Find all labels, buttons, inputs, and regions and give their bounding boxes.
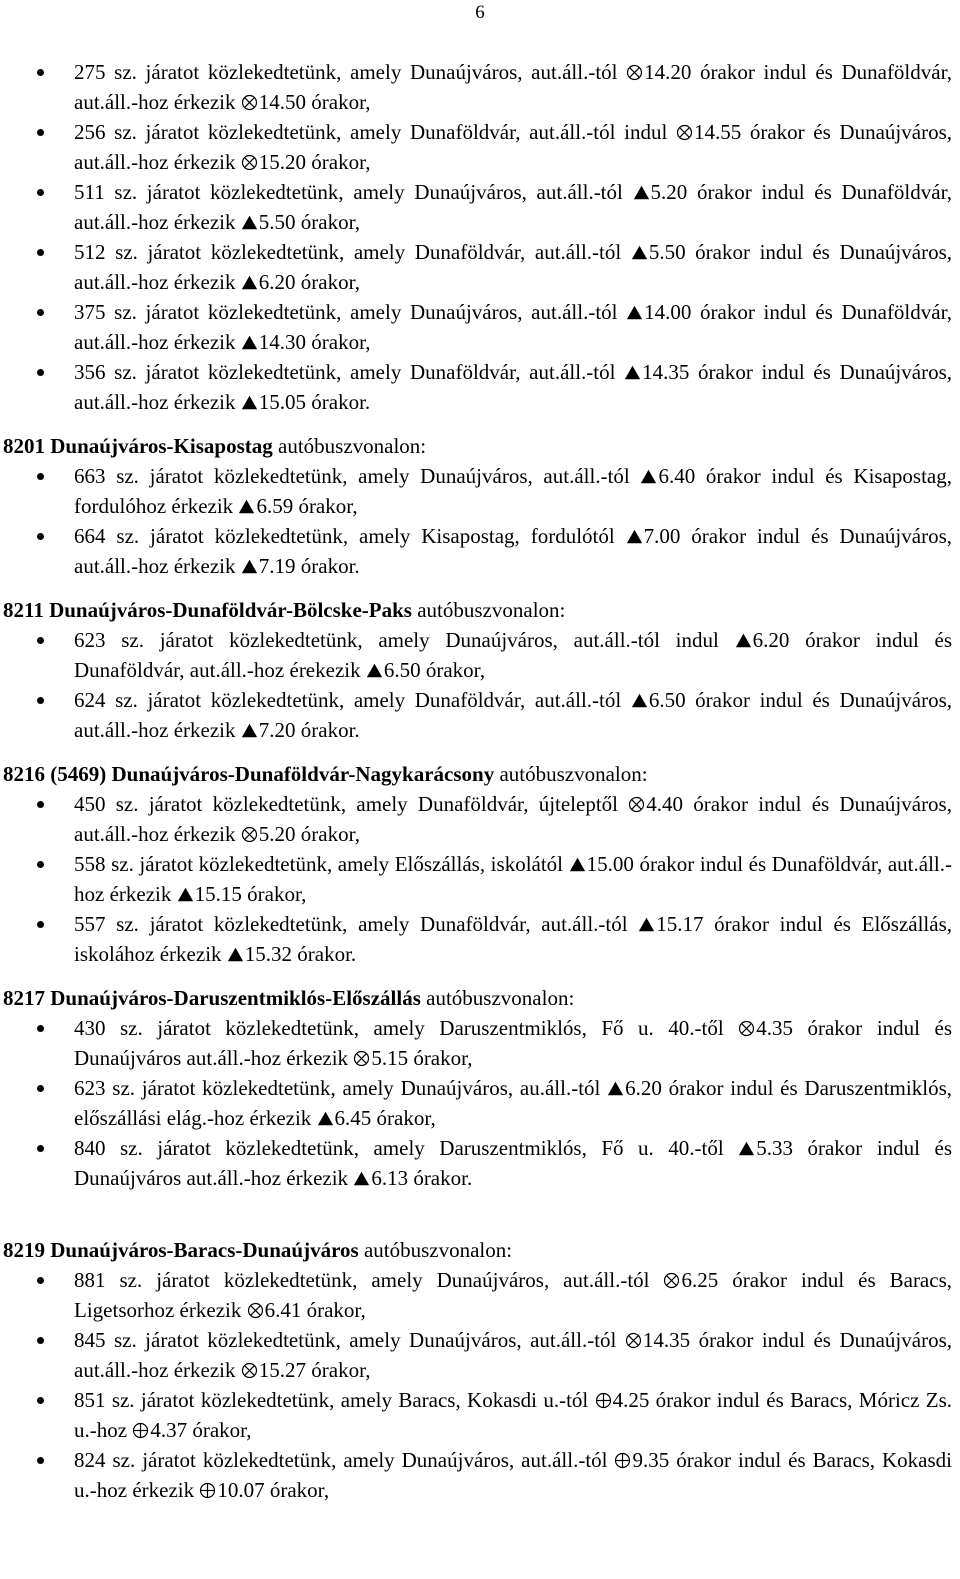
list-item	[0, 1013, 960, 1073]
item-text: 5.15 órakor,	[371, 1046, 473, 1070]
item-text: 10.07 órakor,	[217, 1478, 330, 1502]
item-text: 5.20 órakor,	[258, 822, 360, 846]
item-text: 14.30 órakor,	[258, 330, 371, 354]
circled-cross-icon	[628, 796, 645, 813]
route-heading	[0, 1235, 960, 1265]
schedule-list	[0, 1013, 960, 1193]
item-text: 15.00 órakor indul és Dunaföldvár, aut.áll.-hoz érkezik	[74, 852, 952, 906]
list-item	[0, 1265, 960, 1325]
triangle-icon	[238, 498, 255, 515]
item-text: 6.45 órakor,	[334, 1106, 436, 1130]
item-text: 7.20 órakor.	[258, 718, 360, 742]
list-item	[0, 177, 960, 237]
item-text: 840 sz. járatot közlekedtetünk, amely Daruszentmiklós, Fő u. 40.-től	[74, 1136, 739, 1160]
triangle-icon	[626, 528, 643, 545]
circled-cross-icon	[626, 64, 643, 81]
list-item	[0, 521, 960, 581]
list-item	[0, 1385, 960, 1445]
item-text: 5.50 órakor,	[258, 210, 360, 234]
triangle-icon	[735, 632, 752, 649]
circled-cross-icon	[241, 154, 258, 171]
triangle-icon	[631, 692, 648, 709]
list-item	[0, 909, 960, 969]
triangle-icon	[631, 244, 648, 261]
list-item	[0, 357, 960, 417]
list-item	[0, 789, 960, 849]
route-suffix: autóbuszvonalon:	[272, 434, 427, 458]
list-item	[0, 685, 960, 745]
document-body	[0, 57, 960, 1505]
route-heading	[0, 595, 960, 625]
item-text: 14.55 órakor és Dunaújváros, aut.áll.-hoz érkezik	[74, 120, 952, 174]
item-text: 5.33 órakor indul és Dunaújváros aut.áll.-hoz érkezik	[74, 1136, 952, 1190]
item-text: 6.20 órakor indul és Daruszentmiklós, előszállási elág.-hoz érkezik	[74, 1076, 952, 1130]
schedule-list	[0, 789, 960, 969]
item-text: 6.59 órakor,	[256, 494, 358, 518]
item-text: 375 sz. járatot közlekedtetünk, amely Dunaújváros, aut.áll.-tól	[74, 300, 627, 324]
route-name: 8216 (5469) Dunaújváros-Dunaföldvár-Nagykarácsony	[3, 762, 495, 786]
item-text: 5.20 órakor indul és Dunaföldvár, aut.áll.-hoz érkezik	[74, 180, 952, 234]
item-text: 7.00 órakor indul és Dunaújváros, aut.áll.-hoz érkezik	[74, 524, 952, 578]
item-text: 15.17 órakor indul és Előszállás, iskolához érkezik	[74, 912, 953, 966]
list-item	[0, 1133, 960, 1193]
circled-plus-icon	[199, 1482, 216, 1499]
circled-cross-icon	[247, 1302, 264, 1319]
item-text: 14.35 órakor indul és Dunaújváros, aut.áll.-hoz érkezik	[74, 360, 952, 414]
triangle-icon	[241, 274, 258, 291]
route-heading	[0, 983, 960, 1013]
item-text: 6.50 órakor,	[383, 658, 486, 682]
circled-cross-icon	[663, 1272, 680, 1289]
item-text: 9.35 órakor indul és Baracs, Kokasdi u.-hoz érkezik	[74, 1448, 952, 1502]
circled-cross-icon	[241, 826, 258, 843]
item-text: 6.25 órakor indul és Baracs, Ligetsorhoz érkezik	[74, 1268, 952, 1322]
item-text: 15.32 órakor.	[244, 942, 357, 966]
item-text: 275 sz. járatot közlekedtetünk, amely Dunaújváros, aut.áll.-tól	[74, 60, 627, 84]
route-suffix: autóbuszvonalon:	[411, 598, 566, 622]
item-text: 623 sz. járatot közlekedtetünk, amely Dunaújváros, au.áll.-tól	[74, 1076, 608, 1100]
route-heading	[0, 431, 960, 461]
item-text: 6.50 órakor indul és Dunaújváros, aut.áll.-hoz érkezik	[74, 688, 953, 742]
triangle-icon	[638, 916, 655, 933]
item-text: 6.13 órakor.	[371, 1166, 473, 1190]
circled-cross-icon	[241, 1362, 258, 1379]
triangle-icon	[227, 946, 244, 963]
item-text: 14.50 órakor,	[258, 90, 371, 114]
item-text: 15.27 órakor,	[258, 1358, 371, 1382]
route-name: 8201 Dunaújváros-Kisapostag	[3, 434, 273, 458]
item-text: 356 sz. járatot közlekedtetünk, amely Dunaföldvár, aut.áll.-tól	[74, 360, 625, 384]
item-text: 624 sz. járatot közlekedtetünk, amely Dunaföldvár, aut.áll.-tól	[74, 688, 631, 712]
item-text: 5.50 órakor indul és Dunaújváros, aut.áll.-hoz érkezik	[74, 240, 953, 294]
item-text: 881 sz. járatot közlekedtetünk, amely Dunaújváros, aut.áll.-tól	[74, 1268, 664, 1292]
circled-plus-icon	[132, 1422, 149, 1439]
item-text: 4.25 órakor indul és Baracs, Móricz Zs. u.-hoz	[74, 1388, 952, 1442]
route-suffix: autóbuszvonalon:	[494, 762, 648, 786]
item-text: 15.05 órakor.	[258, 390, 371, 414]
route-suffix: autóbuszvonalon:	[420, 986, 575, 1010]
route-suffix: autóbuszvonalon:	[358, 1238, 513, 1262]
triangle-icon	[640, 468, 657, 485]
triangle-icon	[366, 662, 383, 679]
item-text: 430 sz. járatot közlekedtetünk, amely Daruszentmiklós, Fő u. 40.-től	[74, 1016, 739, 1040]
item-text: 4.35 órakor indul és Dunaújváros aut.áll.-hoz érkezik	[74, 1016, 952, 1070]
list-item	[0, 297, 960, 357]
circled-cross-icon	[676, 124, 693, 141]
item-text: 4.37 órakor,	[150, 1418, 252, 1442]
item-text: 6.20 órakor indul és Dunaföldvár, aut.áll.-hoz érekezik	[74, 628, 952, 682]
route-name: 8217 Dunaújváros-Daruszentmiklós-Előszállás	[3, 986, 421, 1010]
schedule-list	[0, 57, 960, 417]
triangle-icon	[738, 1140, 755, 1157]
triangle-icon	[177, 886, 194, 903]
list-item	[0, 57, 960, 117]
item-text: 845 sz. járatot közlekedtetünk, amely Dunaújváros, aut.áll.-tól	[74, 1328, 625, 1352]
item-text: 557 sz. járatot közlekedtetünk, amely Dunaföldvár, aut.áll.-tól	[74, 912, 639, 936]
item-text: 558 sz. járatot közlekedtetünk, amely Előszállás, iskolától	[74, 852, 569, 876]
list-item	[0, 117, 960, 177]
item-text: 663 sz. járatot közlekedtetünk, amely Dunaújváros, aut.áll.-tól	[74, 464, 641, 488]
triangle-icon	[241, 214, 258, 231]
triangle-icon	[317, 1110, 334, 1127]
triangle-icon	[624, 364, 641, 381]
circled-plus-icon	[614, 1452, 631, 1469]
triangle-icon	[241, 334, 258, 351]
item-text: 14.20 órakor indul és Dunaföldvár, aut.áll.-hoz érkezik	[74, 60, 952, 114]
schedule-list	[0, 1265, 960, 1505]
triangle-icon	[353, 1170, 370, 1187]
list-item	[0, 1073, 960, 1133]
list-item	[0, 1325, 960, 1385]
schedule-list	[0, 461, 960, 581]
item-text: 664 sz. járatot közlekedtetünk, amely Kisapostag, fordulótól	[74, 524, 626, 548]
item-text: 4.40 órakor indul és Dunaújváros, aut.áll.-hoz érkezik	[74, 792, 952, 846]
list-item	[0, 461, 960, 521]
list-item	[0, 849, 960, 909]
item-text: 14.35 órakor indul és Dunaújváros, aut.áll.-hoz érkezik	[74, 1328, 952, 1382]
item-text: 15.20 órakor,	[258, 150, 371, 174]
circled-plus-icon	[595, 1392, 612, 1409]
triangle-icon	[241, 558, 258, 575]
item-text: 7.19 órakor.	[258, 554, 360, 578]
circled-cross-icon	[241, 94, 258, 111]
item-text: 14.00 órakor indul és Dunaföldvár, aut.áll.-hoz érkezik	[74, 300, 952, 354]
list-item	[0, 237, 960, 297]
circled-cross-icon	[353, 1050, 370, 1067]
item-text: 511 sz. járatot közlekedtetünk, amely Dunaújváros, aut.áll.-tól	[74, 180, 633, 204]
item-text: 6.40 órakor indul és Kisapostag, fordulóhoz érkezik	[74, 464, 952, 518]
triangle-icon	[241, 722, 258, 739]
item-text: 512 sz. járatot közlekedtetünk, amely Dunaföldvár, aut.áll.-tól	[74, 240, 631, 264]
route-heading	[0, 759, 960, 789]
triangle-icon	[569, 856, 586, 873]
circled-cross-icon	[738, 1020, 755, 1037]
triangle-icon	[241, 394, 258, 411]
item-text: 6.41 órakor,	[264, 1298, 366, 1322]
item-text: 824 sz. járatot közlekedtetünk, amely Dunaújváros, aut.áll.-tól	[74, 1448, 615, 1472]
list-item	[0, 1445, 960, 1505]
triangle-icon	[633, 184, 650, 201]
item-text: 6.20 órakor,	[258, 270, 360, 294]
route-name: 8219 Dunaújváros-Baracs-Dunaújváros	[3, 1238, 359, 1262]
page-number: 6	[475, 2, 485, 23]
item-text: 256 sz. járatot közlekedtetünk, amely Dunaföldvár, aut.áll.-tól indul	[74, 120, 676, 144]
list-item	[0, 625, 960, 685]
item-text: 851 sz. járatot közlekedtetünk, amely Baracs, Kokasdi u.-tól	[74, 1388, 595, 1412]
route-name: 8211 Dunaújváros-Dunaföldvár-Bölcske-Paks	[3, 598, 412, 622]
triangle-icon	[607, 1080, 624, 1097]
item-text: 623 sz. járatot közlekedtetünk, amely Dunaújváros, aut.áll.-tól indul	[74, 628, 735, 652]
item-text: 15.15 órakor,	[194, 882, 307, 906]
triangle-icon	[626, 304, 643, 321]
circled-cross-icon	[625, 1332, 642, 1349]
schedule-list	[0, 625, 960, 745]
item-text: 450 sz. járatot közlekedtetünk, amely Dunaföldvár, újteleptől	[74, 792, 629, 816]
